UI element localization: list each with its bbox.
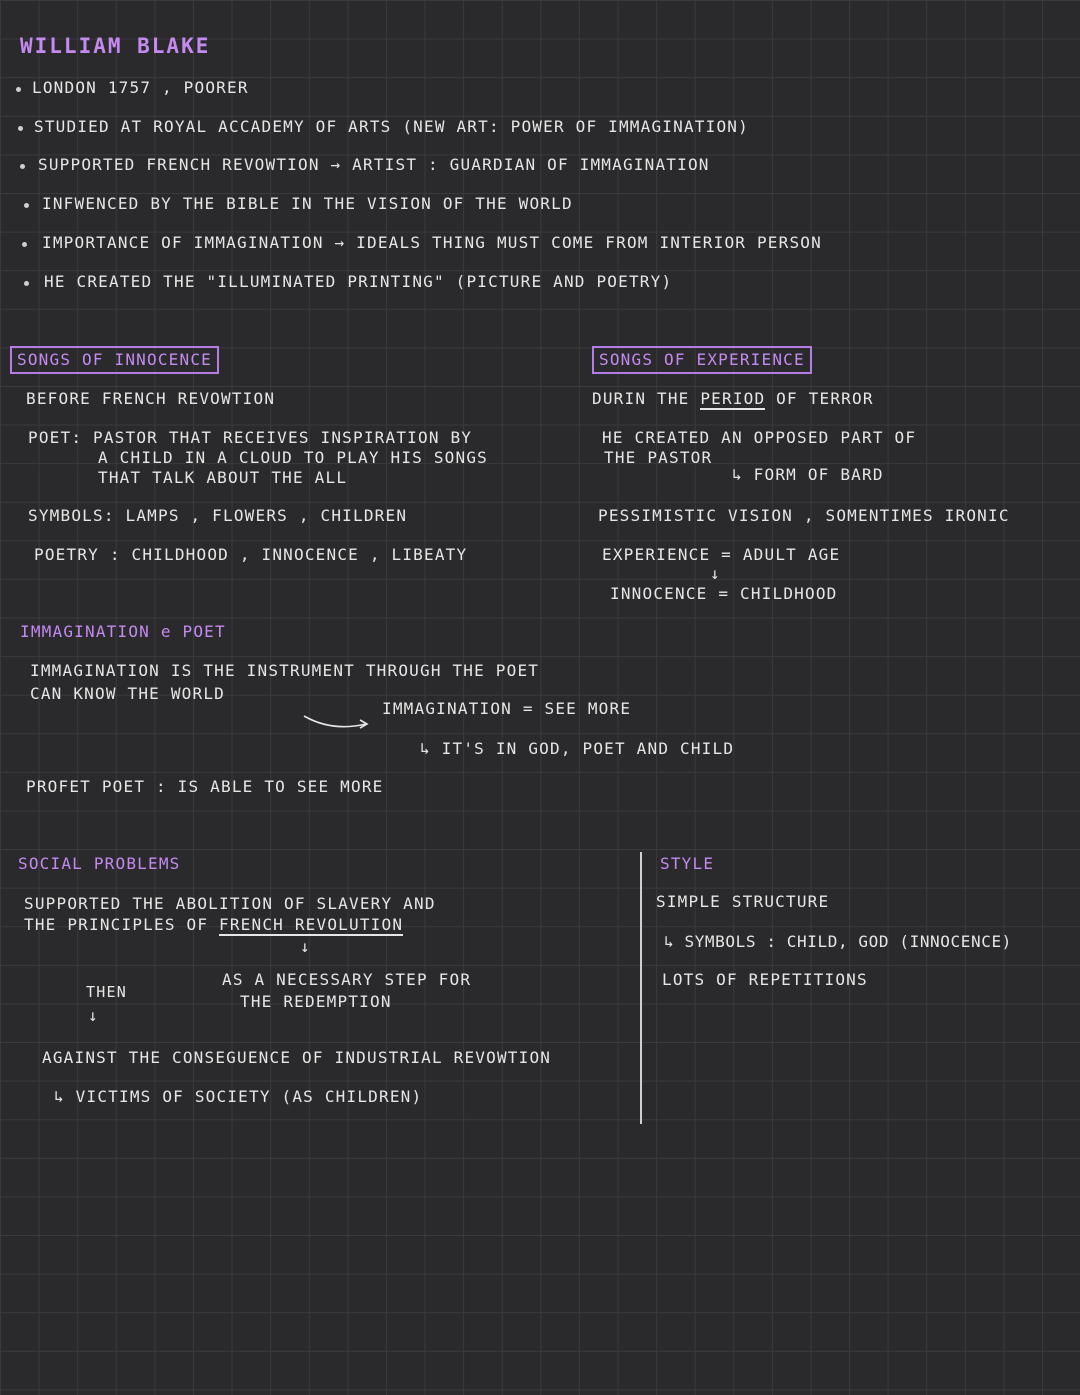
social-heading: SOCIAL PROBLEMS: [18, 854, 181, 873]
experience-adult: EXPERIENCE = ADULT AGE: [602, 545, 841, 564]
bullet-dot: [20, 164, 25, 169]
innocence-heading: SONGS OF INNOCENCE: [10, 346, 219, 374]
bullet-item: LONDON 1757 , POORER: [32, 78, 249, 97]
bullet-item: IMPORTANCE OF IMMAGINATION → IDEALS THING MUST COME FROM INTERIOR PERSON: [42, 233, 822, 252]
social-line: [24, 915, 403, 935]
experience-created-line: HE CREATED AN OPPOSED PART OF: [602, 428, 917, 447]
bullet-dot: [24, 281, 29, 286]
experience-childhood: INNOCENCE = CHILDHOOD: [610, 584, 838, 603]
innocence-symbols: SYMBOLS: LAMPS , FLOWERS , CHILDREN: [28, 506, 408, 525]
social-victims: ↳ VICTIMS OF SOCIETY (AS CHILDREN): [54, 1087, 423, 1106]
imagination-heading: IMMAGINATION e POET: [20, 622, 226, 641]
social-line-part: THE PRINCIPLES OF: [24, 915, 219, 934]
innocence-poet-line: THAT TALK ABOUT THE ALL: [98, 468, 348, 487]
social-then: THEN: [86, 983, 127, 1001]
social-step-line: THE REDEMPTION: [240, 992, 392, 1011]
imagination-line: CAN KNOW THE WORLD: [30, 684, 225, 703]
imagination-line: IMMAGINATION IS THE INSTRUMENT THROUGH THE POET: [30, 661, 540, 680]
imagination-see-more: IMMAGINATION = SEE MORE: [382, 699, 632, 718]
style-line: ↳ SYMBOLS : CHILD, GOD (INNOCENCE): [664, 932, 1012, 951]
bullet-dot: [16, 87, 21, 92]
innocence-line: BEFORE FRENCH REVOWTION: [26, 389, 276, 408]
down-arrow-icon: ↓: [300, 937, 311, 956]
social-line: SUPPORTED THE ABOLITION OF SLAVERY AND: [24, 894, 436, 913]
bullet-dot: [24, 203, 29, 208]
experience-bard: ↳ FORM OF BARD: [732, 465, 884, 484]
bullet-item: HE CREATED THE "ILLUMINATED PRINTING" (PICTURE AND POETRY): [44, 272, 673, 291]
innocence-poet-line: POET: PASTOR THAT RECEIVES INSPIRATION BY: [28, 428, 473, 447]
style-heading: STYLE: [660, 854, 715, 873]
experience-underlined-word: PERIOD: [700, 389, 766, 408]
imagination-in-god: ↳ IT'S IN GOD, POET AND CHILD: [420, 739, 735, 758]
social-against: AGAINST THE CONSEGUENCE OF INDUSTRIAL REVOWTION: [42, 1048, 552, 1067]
experience-heading: SONGS OF EXPERIENCE: [592, 346, 812, 374]
down-arrow-icon: ↓: [88, 1006, 99, 1025]
curved-arrow-icon: [302, 712, 372, 732]
innocence-poet-line: A CHILD IN A CLOUD TO PLAY HIS SONGS: [98, 448, 488, 467]
down-arrow-icon: ↓: [710, 564, 721, 583]
experience-line-part: DURIN THE: [592, 389, 701, 408]
social-step-line: AS A NECESSARY STEP FOR: [222, 970, 472, 989]
experience-created-line: THE PASTOR: [604, 448, 713, 467]
bullet-dot: [22, 242, 27, 247]
bullet-item: SUPPORTED FRENCH REVOWTION → ARTIST : GUARDIAN OF IMMAGINATION: [38, 155, 710, 174]
innocence-poetry: POETRY : CHILDHOOD , INNOCENCE , LIBEATY: [34, 545, 468, 564]
page-title: WILLIAM BLAKE: [20, 34, 211, 58]
experience-line: [592, 389, 874, 409]
profet-poet: PROFET POET : IS ABLE TO SEE MORE: [26, 777, 384, 796]
bullet-item: INFWENCED BY THE BIBLE IN THE VISION OF THE WORLD: [42, 194, 573, 213]
bullet-item: STUDIED AT ROYAL ACCADEMY OF ARTS (NEW ART: POWER OF IMMAGINATION): [34, 117, 749, 136]
social-underlined-phrase: FRENCH REVOLUTION: [219, 915, 404, 934]
style-line: LOTS OF REPETITIONS: [662, 970, 868, 989]
experience-vision: PESSIMISTIC VISION , SOMENTIMES IRONIC: [598, 506, 1010, 525]
experience-line-part: OF TERROR: [765, 389, 874, 408]
style-line: SIMPLE STRUCTURE: [656, 892, 830, 911]
bullet-dot: [18, 126, 23, 131]
vertical-divider: [640, 852, 642, 1124]
